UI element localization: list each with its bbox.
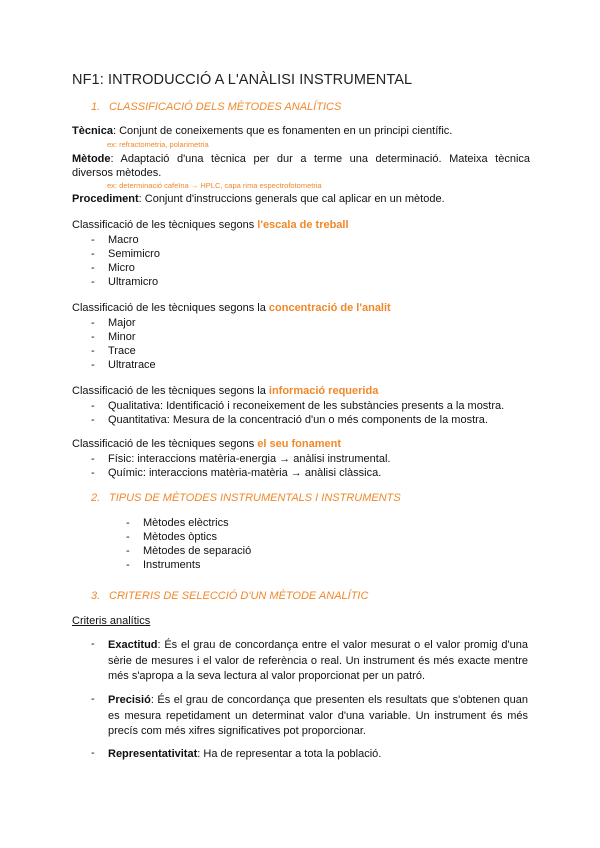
list-item: - Quantitativa: Mesura de la concentració d'un o més components de la mostra. [91, 414, 488, 426]
list-item: - Químic: interaccions matèria-matèria → anàlisi clàssica. [91, 467, 382, 479]
dash: - [91, 262, 95, 274]
classification-prefix: Classificació de les tècniques segons la [72, 385, 269, 397]
term: Mètode [72, 153, 111, 165]
term: Representativitat [108, 748, 198, 760]
dash: - [91, 359, 95, 371]
dash: - [91, 638, 95, 650]
dash: - [91, 467, 95, 479]
list-item: - Mètodes de separació [126, 545, 252, 557]
dash: - [126, 545, 130, 557]
classification-informacio [72, 384, 378, 398]
definition: : Conjunt d'instruccions generals que cal aplicar en un mètode. [138, 193, 445, 205]
classification-fonament [72, 437, 341, 451]
dash: - [91, 276, 95, 288]
definition: : Ha de representar a tota la població. [197, 748, 382, 760]
section-title: CRITERIS DE SELECCIÓ D'UN MÈTODE ANALÍTIC [109, 590, 369, 602]
list-item: - Qualitativa: Identificació i reconeixement de les substàncies presents a la mostra. [91, 400, 505, 412]
list-item: - Físic: interaccions matèria-energia → anàlisi instrumental. [91, 453, 391, 465]
section-3-heading [91, 590, 368, 602]
dash: - [91, 414, 95, 426]
section-title: CLASSIFICACIÓ DELS MÈTODES ANALÍTICS [109, 101, 342, 113]
classification-escala [72, 218, 349, 232]
definition-line-2: diversos mètodes. [72, 167, 162, 179]
criteris-subtitle: Criteris analítics [72, 615, 151, 627]
dash: - [91, 317, 95, 329]
term: Exactitud [108, 639, 158, 651]
example-tecnica: ex: refractometria, polarimetria [107, 140, 209, 149]
example-metode: ex: determinació cafeïna → HPLC, capa rima espectrofotometria [107, 181, 322, 190]
classification-concentracio [72, 301, 391, 315]
section-title: TIPUS DE MÈTODES INSTRUMENTALS I INSTRUMENTS [109, 492, 401, 504]
criteri-precisio [108, 693, 528, 740]
criteri-representativitat [108, 747, 381, 761]
list-item: - Major [91, 317, 136, 329]
list-item: - Semimicro [91, 248, 160, 260]
definition-line-1: : Adaptació d'una tècnica per dur a terme una determinació. Mateixa tècnica [110, 153, 530, 165]
classification-highlight: el seu fonament [257, 438, 342, 450]
dash: - [91, 693, 95, 705]
section-number: 2. [91, 492, 101, 504]
term: Precisió [108, 694, 151, 706]
definition: : Conjunt de coneixements que es fonamenten en un principi científic. [112, 125, 453, 137]
list-item: - Instruments [126, 559, 201, 571]
list-item: - Minor [91, 331, 136, 343]
section-number: 1. [91, 101, 101, 113]
classification-highlight: concentració de l'analit [268, 302, 391, 314]
term: Procediment [72, 193, 139, 205]
dash: - [91, 400, 95, 412]
list-informacio [91, 399, 504, 427]
classification-prefix: Classificació de les tècniques segons [72, 219, 258, 231]
def-procediment [72, 192, 445, 206]
definition: : És el grau de concordança entre el valor mesurat o el valor promig d'una sèrie de mesures i el valor de referència o real. Un instrument és més exacte mentre més s'apropa a la seva lectura al valor proporcionat per un patró. [108, 639, 528, 682]
classification-highlight: informació requerida [268, 385, 379, 397]
dash: - [91, 453, 95, 465]
list-instrumentals [126, 516, 251, 572]
list-item: - Macro [91, 234, 139, 246]
list-item: - Ultramicro [91, 276, 159, 288]
dash: - [91, 345, 95, 357]
term: Tècnica [72, 125, 113, 137]
section-2-heading [91, 492, 401, 504]
dash: - [126, 531, 130, 543]
criteri-exactitud [108, 638, 528, 685]
dash: - [91, 747, 95, 759]
list-escala [91, 233, 160, 289]
dash: - [91, 248, 95, 260]
list-item: - Ultratrace [91, 359, 156, 371]
list-item: - Mètodes elèctrics [126, 517, 229, 529]
section-number: 3. [91, 590, 101, 602]
dash: - [91, 234, 95, 246]
def-metode [72, 152, 530, 180]
list-item: - Mètodes òptics [126, 531, 217, 543]
page-title: NF1: INTRODUCCIÓ A L'ANÀLISI INSTRUMENTAL [72, 72, 413, 88]
list-fonament [91, 452, 390, 480]
list-item: - Micro [91, 262, 135, 274]
definition: : És el grau de concordança que presenten els resultats que s'obtenen quan es mesura repetidament un determinat valor d'una variable. Un instrument és més precís com més xifres significatives pot proporcionar. [108, 694, 528, 737]
def-tecnica [72, 124, 452, 138]
classification-prefix: Classificació de les tècniques segons la [72, 302, 269, 314]
dash: - [126, 517, 130, 529]
section-1-heading [91, 101, 341, 113]
list-concentracio [91, 316, 156, 372]
dash: - [126, 559, 130, 571]
classification-highlight: l'escala de treball [257, 219, 349, 231]
dash: - [91, 331, 95, 343]
classification-prefix: Classificació de les tècniques segons [72, 438, 258, 450]
list-item: - Trace [91, 345, 136, 357]
